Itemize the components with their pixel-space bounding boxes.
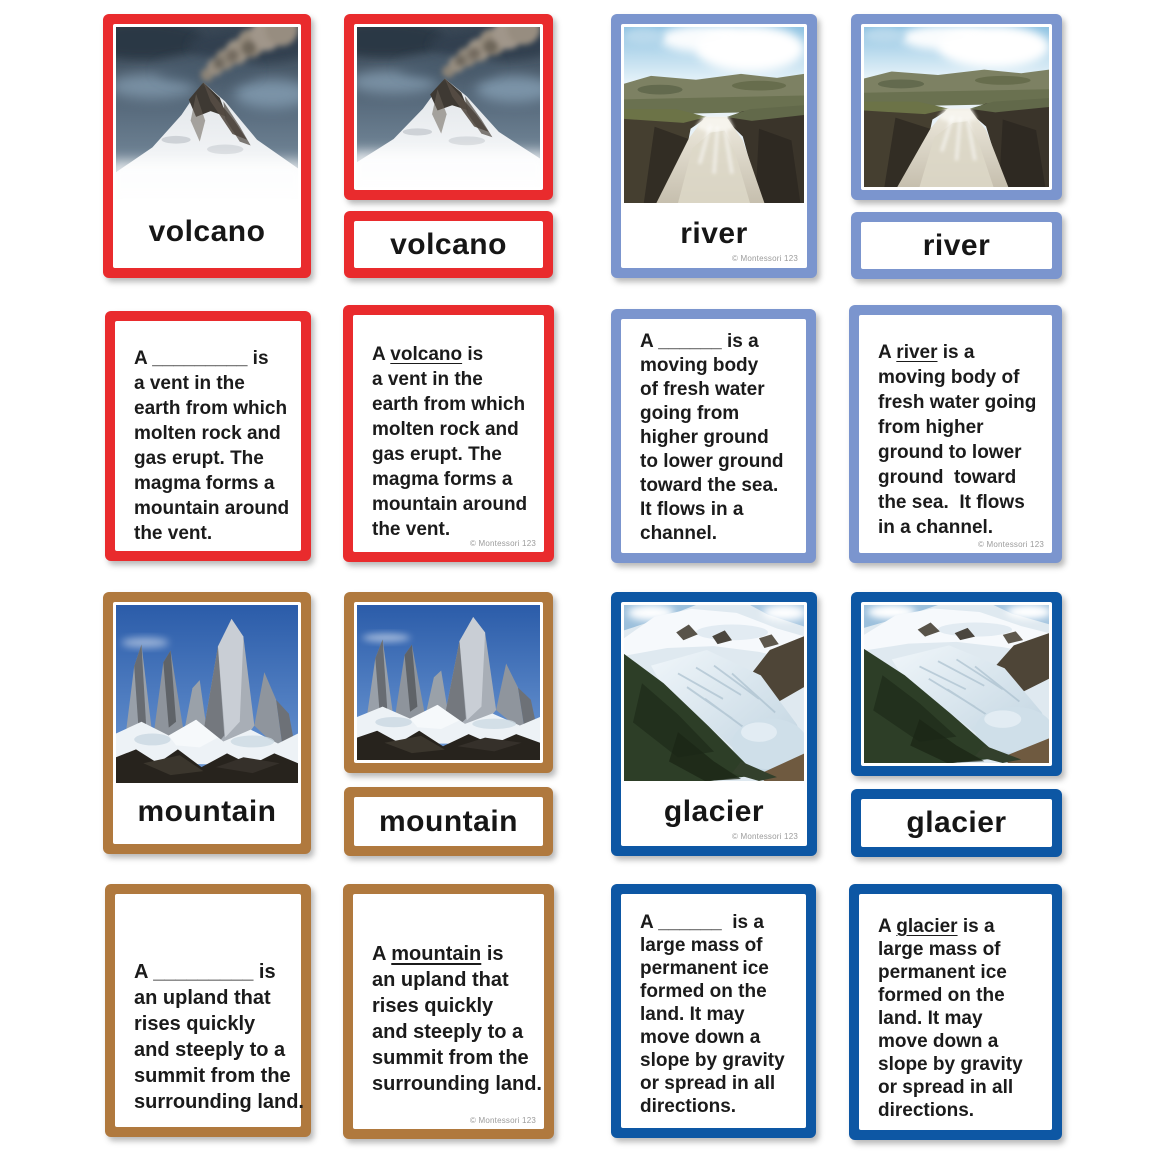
volcano-label-card (344, 211, 553, 278)
glacier-label-card (851, 789, 1062, 857)
river-photo (864, 27, 1049, 187)
mountain-definition-answer-card (343, 884, 554, 1139)
mountain-photo-frame (357, 605, 540, 760)
volcano-definition-blank-card (105, 311, 311, 561)
glacier-photo-frame (864, 605, 1049, 763)
copyright-text: © Montessori 123 (731, 832, 798, 841)
mountain-label: mountain (379, 804, 518, 838)
volcano-image-card (344, 14, 553, 200)
volcano-photo-frame (116, 27, 298, 199)
river-photo (624, 27, 804, 203)
mountain-photo (116, 605, 298, 783)
river-image-card (851, 14, 1062, 200)
glacier-definition-blank-card (611, 884, 816, 1138)
river-definition-answer-card (849, 305, 1062, 563)
glacier-photo (624, 605, 804, 781)
volcano-caption (116, 199, 298, 265)
volcano-photo (357, 27, 540, 187)
river-label-card (851, 212, 1062, 279)
river-definition-blank-card (611, 309, 816, 563)
mountain-caption (116, 783, 298, 841)
definition-text: A ______ is a large mass of permanent ice formed on the land. It may move down a slope by gravity or spread in all directions. (640, 912, 785, 1117)
definition-text: A ______ is a moving body of fresh water going from higher ground to lower ground toward the sea. It flows in a channel. (640, 331, 784, 544)
river-label: river (922, 228, 991, 262)
mountain-image-card (344, 592, 553, 773)
glacier-definition-answer-card (849, 884, 1062, 1140)
glacier-photo (864, 605, 1049, 763)
copyright-text: © Montessori 123 (977, 540, 1044, 549)
river-photo-frame (624, 27, 804, 203)
river-caption (624, 203, 804, 265)
copyright-text: © Montessori 123 (731, 254, 798, 263)
definition-text: A _________ is a vent in the earth from which molten rock and gas erupt. The magma forms a mountain around the vent. (134, 348, 290, 544)
mountain-photo-frame (116, 605, 298, 783)
mountain-definition-blank-card (105, 884, 311, 1137)
river-photo-frame (864, 27, 1049, 187)
definition-text: A river is a moving body of fresh water going from higher ground to lower ground toward the sea. It flows in a channel. (878, 342, 1037, 538)
volcano-label: volcano (390, 227, 507, 261)
glacier-caption (624, 781, 804, 843)
volcano-picture-card (103, 14, 311, 278)
copyright-text: © Montessori 123 (469, 1116, 536, 1125)
glacier-label: glacier (906, 806, 1007, 839)
glacier-picture-card (611, 592, 817, 856)
mountain-photo (357, 605, 540, 760)
mountain-picture-card (103, 592, 311, 854)
glacier-label: glacier (663, 795, 765, 828)
copyright-text: © Montessori 123 (469, 539, 536, 548)
volcano-photo (116, 27, 298, 199)
mountain-label-card (344, 787, 553, 856)
volcano-definition-answer-card (343, 305, 554, 562)
definition-text: A glacier is a large mass of permanent ice formed on the land. It may move down a slope by gravity or spread in all directions. (878, 916, 1023, 1121)
river-picture-card (611, 14, 817, 278)
definition-text: A _________ is an upland that rises quickly and steeply to a summit from the surrounding land. (134, 961, 304, 1113)
volcano-photo-frame (357, 27, 540, 187)
volcano-label: volcano (148, 215, 266, 248)
river-label: river (680, 217, 748, 250)
mountain-label: mountain (137, 795, 277, 828)
glacier-photo-frame (624, 605, 804, 781)
definition-text: A volcano is a vent in the earth from which molten rock and gas erupt. The magma forms a mountain around the vent. (372, 344, 528, 540)
definition-text: A mountain is an upland that rises quickly and steeply to a summit from the surrounding land. (372, 943, 542, 1095)
glacier-image-card (851, 592, 1062, 776)
